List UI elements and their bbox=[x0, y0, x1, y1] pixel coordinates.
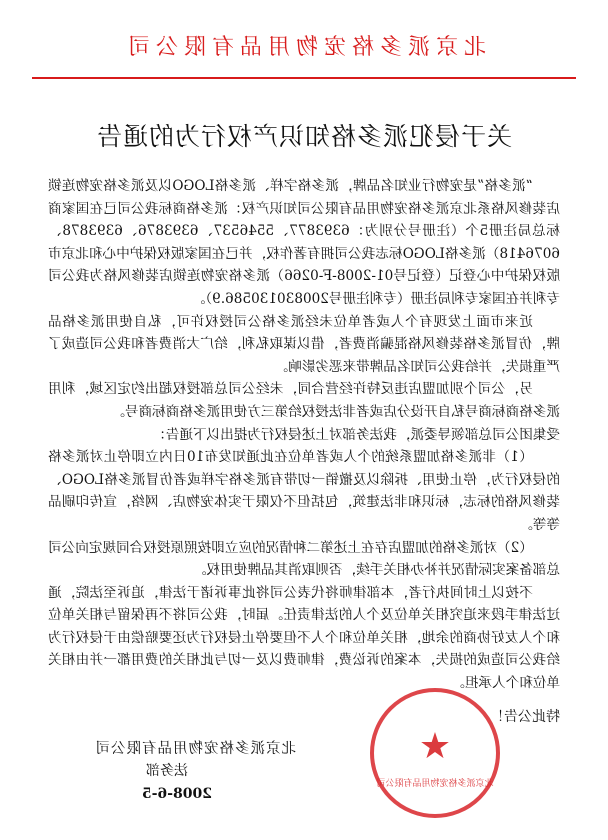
notice-title: 关于侵犯派多格知识产权行为的通告 bbox=[96, 122, 513, 151]
company-seal bbox=[370, 688, 500, 818]
letterhead-divider bbox=[32, 77, 576, 79]
signature-date: 2008-6-5 bbox=[141, 786, 212, 802]
closing-line: 特此公告！ bbox=[490, 709, 560, 725]
paragraph-infringement: 近来市面上发现有个人或者单位未经派多格公司授权许可，私自使用派多格品牌，仿冒派多格装修风格混骗消费者，借以谋取私利，给广大消费者和我公司造成了严重损失，并给我公司知名品牌带来恶劣影响。 bbox=[48, 313, 560, 375]
paragraph-item-1: （1）非派多格加盟系统的个人或者单位在此通知发布10日内立即停止对派多格的侵权行为，停止使用、拆除以及撤销一切带有派多格字样或者仿冒派多格LOGO、装修风格的标志，标识和非法建筑，包括但不仅限于实体宠物店、网络，宣传印刷品等等。 bbox=[48, 449, 560, 533]
paragraph-franchise: 另，公司个别加盟店违反特许经营合同，未经公司总部授权超出约定区域，利用派多格商标商号私自开设分店或者非法授权给第三方使用派多格商标商号。 bbox=[48, 381, 560, 420]
paragraph-trademarks: “派多格”是宠物行业知名品牌，派多格字样、派多格LOGO以及派多格宠物连锁店装修风格系北京派多格宠物用品有限公司知识产权：派多格商标我公司已在国家商标总局注册5个（注册号分别为：6393877、5546537、6393876、6393878、6076418）派多格LOGO标志我公司拥有著作权，并已在国家版权保护中心和北京市版权保护中心登记（登记号01-2008-F-0266）派多格宠物连锁店装修风格为我公司专利并在国家专利局注册（专利注册号200830130586.9）。 bbox=[48, 178, 560, 307]
letterhead-company: 北京派多格宠物用品有限公司 bbox=[122, 35, 487, 60]
seal-text: 北京派多格宠物用品有限公司 bbox=[376, 779, 494, 789]
seal-star-icon: ★ bbox=[418, 726, 452, 767]
paragraph-item-2: （2）对派多格的加盟店存在上述第二种情况的应立即按照原授权合同规定向公司总部备案实际情况并补办相关手续，否则取消其品牌使用权。 bbox=[48, 539, 560, 579]
signature-department: 法务部 bbox=[146, 763, 188, 779]
paragraph-legal-action: 不按以上时间执行者，本部律师将代表公司将此事诉诸于法律，追诉至法院，通过法律手段来追究相关单位及个人的法律责任。届时，我公司将不再保留与相关单位和个人友好协商的余地，相关单位和个人不但要停止侵权行为还要赔偿由于侵权行为给我公司造成的损失，本案的诉讼费，律师费以及一切与此相关的费用都一并由相关单位和个人承担。 bbox=[48, 584, 560, 692]
signature-company: 北京派多格宠物用品有限公司 bbox=[94, 741, 296, 757]
notice-body bbox=[48, 175, 560, 695]
paragraph-announcement: 受集团公司总部领导委派，我法务部对上述侵权行为提出以下通告： bbox=[152, 426, 560, 443]
